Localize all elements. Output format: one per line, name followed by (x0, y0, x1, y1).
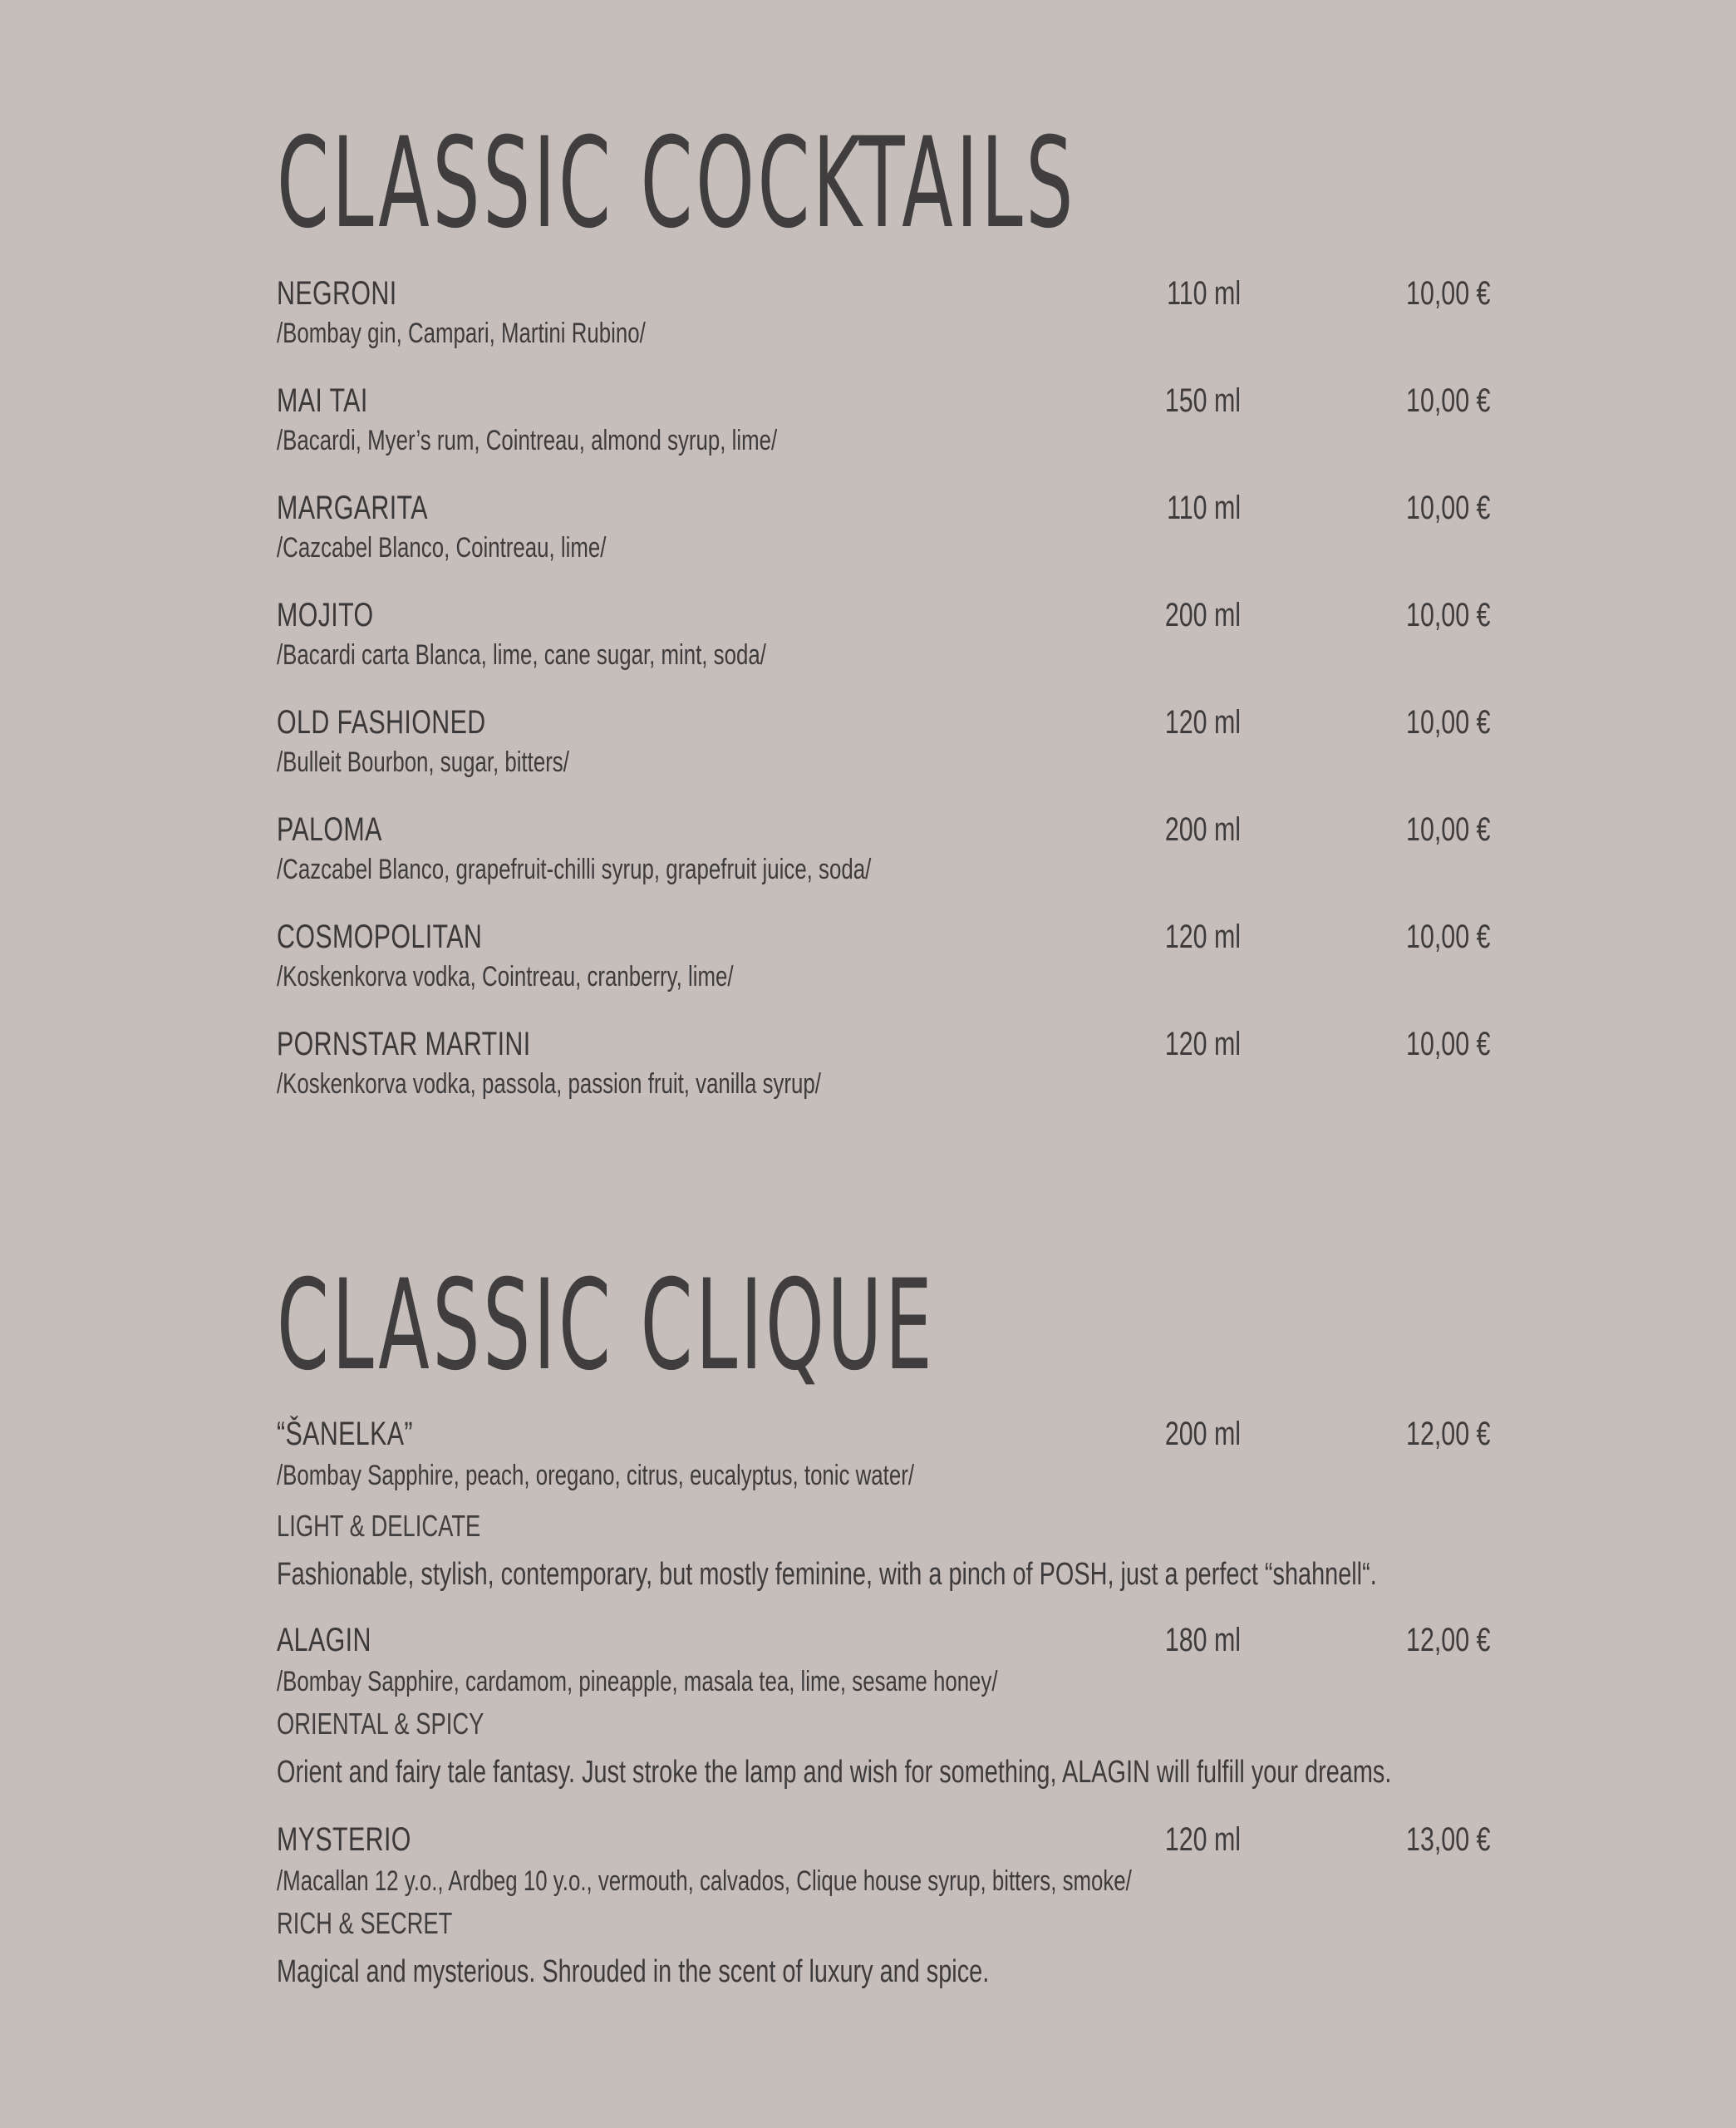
item-name: COSMOPOLITAN (277, 919, 483, 955)
classic-clique-list (277, 1413, 1490, 2018)
item-name: MARGARITA (277, 490, 428, 526)
item-price: 10,00 € (1405, 919, 1490, 955)
item-name: MAI TAI (277, 382, 368, 419)
menu-item-alagin (277, 1619, 1490, 1819)
item-name: PORNSTAR MARTINI (277, 1026, 531, 1062)
item-ingredients: /Bacardi carta Blanca, lime, cane sugar, mint, soda/ (277, 639, 766, 671)
item-price: 10,00 € (1405, 811, 1490, 848)
item-price: 10,00 € (1405, 1026, 1490, 1062)
item-ingredients: /Cazcabel Blanco, Cointreau, lime/ (277, 532, 607, 564)
item-name: ALAGIN (277, 1622, 371, 1658)
item-price: 10,00 € (1405, 382, 1490, 419)
item-description: Orient and fairy tale fantasy. Just stroke the lamp and wish for something, ALAGIN will fulfill your dreams. (277, 1755, 1392, 1790)
item-description: Fashionable, stylish, contemporary, but mostly feminine, with a pinch of POSH, just a perfect “shahnell“. (277, 1557, 1377, 1592)
item-volume: 200 ml (1164, 811, 1241, 848)
item-price: 12,00 € (1405, 1622, 1490, 1658)
item-style: ORIENTAL & SPICY (277, 1707, 484, 1741)
section-title-classic-cocktails: CLASSIC COCKTAILS (277, 111, 1076, 256)
item-style: RICH & SECRET (277, 1906, 453, 1940)
item-ingredients: /Koskenkorva vodka, passola, passion fruit, vanilla syrup/ (277, 1068, 821, 1100)
menu-item-mysterio (277, 1819, 1490, 2018)
item-ingredients: /Bombay Sapphire, cardamom, pineapple, masala tea, lime, sesame honey/ (277, 1666, 998, 1697)
item-volume: 120 ml (1164, 1026, 1241, 1062)
menu-item-sanelka (277, 1413, 1490, 1619)
menu-item-mai-tai (277, 380, 1490, 487)
menu-item-margarita (277, 487, 1490, 594)
menu-item-negroni (277, 273, 1490, 380)
item-ingredients: /Cazcabel Blanco, grapefruit-chilli syrup, grapefruit juice, soda/ (277, 854, 872, 885)
item-volume: 120 ml (1164, 704, 1241, 741)
item-name: MOJITO (277, 597, 374, 633)
menu-item-cosmopolitan (277, 916, 1490, 1023)
item-name: PALOMA (277, 811, 382, 848)
item-ingredients: /Macallan 12 y.o., Ardbeg 10 y.o., vermouth, calvados, Clique house syrup, bitters, smoke/ (277, 1865, 1132, 1897)
item-ingredients: /Bombay gin, Campari, Martini Rubino/ (277, 318, 646, 349)
item-volume: 120 ml (1164, 919, 1241, 955)
item-price: 10,00 € (1405, 597, 1490, 633)
item-ingredients: /Bacardi, Myer’s rum, Cointreau, almond syrup, lime/ (277, 425, 778, 456)
item-price: 10,00 € (1405, 490, 1490, 526)
menu-item-mojito (277, 594, 1490, 702)
item-ingredients: /Koskenkorva vodka, Cointreau, cranberry, lime/ (277, 961, 734, 993)
item-name: MYSTERIO (277, 1821, 411, 1858)
item-volume: 200 ml (1164, 597, 1241, 633)
item-price: 13,00 € (1405, 1821, 1490, 1858)
menu-item-paloma (277, 809, 1490, 916)
item-description: Magical and mysterious. Shrouded in the scent of luxury and spice. (277, 1954, 990, 1989)
menu-item-pornstar-martini (277, 1023, 1490, 1130)
item-style: LIGHT & DELICATE (277, 1509, 481, 1543)
item-volume: 110 ml (1167, 275, 1241, 312)
classic-cocktails-list (277, 273, 1490, 1130)
section-title-classic-clique: CLASSIC CLIQUE (277, 1254, 936, 1398)
item-volume: 120 ml (1164, 1821, 1241, 1858)
item-ingredients: /Bulleit Bourbon, sugar, bitters/ (277, 746, 569, 778)
item-volume: 180 ml (1164, 1622, 1241, 1658)
item-volume: 150 ml (1164, 382, 1241, 419)
menu-item-old-fashioned (277, 702, 1490, 809)
item-volume: 110 ml (1167, 490, 1241, 526)
item-name: NEGRONI (277, 275, 397, 312)
item-ingredients: /Bombay Sapphire, peach, oregano, citrus, eucalyptus, tonic water/ (277, 1460, 915, 1491)
item-price: 10,00 € (1405, 704, 1490, 741)
item-price: 10,00 € (1405, 275, 1490, 312)
item-price: 12,00 € (1405, 1416, 1490, 1452)
item-volume: 200 ml (1164, 1416, 1241, 1452)
item-name: “ŠANELKA” (277, 1416, 413, 1452)
item-name: OLD FASHIONED (277, 704, 486, 741)
